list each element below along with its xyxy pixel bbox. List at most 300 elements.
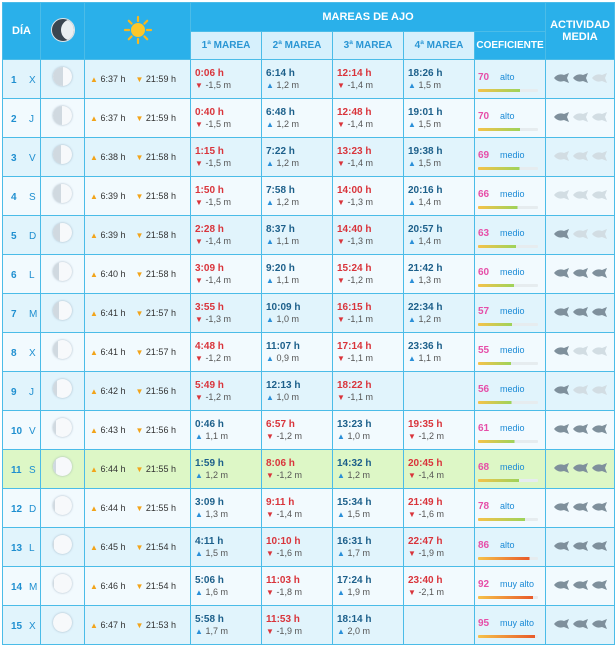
fish-icon xyxy=(553,541,570,551)
activity-cell xyxy=(546,528,615,567)
tide-cell xyxy=(404,411,475,450)
tide-height: -1,9 m xyxy=(418,547,444,558)
tide-cell xyxy=(404,99,475,138)
sunset-time: 21:58 h xyxy=(145,191,176,201)
fish-icon xyxy=(572,580,589,590)
high-tide-arrow-icon: ▲ xyxy=(408,158,416,168)
tide-time: 5:06 h xyxy=(195,574,224,586)
day-of-week: J xyxy=(29,387,34,398)
high-tide-arrow-icon: ▲ xyxy=(266,197,274,207)
moon-cell xyxy=(41,177,85,216)
sunrise-arrow-icon: ▲ xyxy=(90,543,98,552)
day-cell xyxy=(3,372,41,411)
sunset-arrow-icon: ▼ xyxy=(135,153,144,162)
high-tide-arrow-icon: ▲ xyxy=(337,626,345,636)
tide-cell xyxy=(191,489,262,528)
high-tide-arrow-icon: ▲ xyxy=(195,587,203,597)
tide-height: 1,2 m xyxy=(276,157,299,168)
coef-value: 78 xyxy=(478,500,490,512)
sunset-time: 21:55 h xyxy=(145,464,176,474)
tide-cell xyxy=(191,411,262,450)
coef-label: medio xyxy=(500,188,525,199)
fish-icon xyxy=(591,619,608,629)
coef-cell xyxy=(475,489,546,528)
header-actividad: ACTIVIDAD MEDIA xyxy=(546,3,615,60)
fish-icon xyxy=(553,112,570,122)
moon-phase-icon xyxy=(53,67,72,86)
moon-cell xyxy=(41,216,85,255)
fish-icon xyxy=(591,463,608,473)
sun-cell xyxy=(85,606,191,645)
low-tide-arrow-icon: ▼ xyxy=(195,392,203,402)
activity-cell xyxy=(546,567,615,606)
fish-icon xyxy=(572,268,589,278)
coef-cell xyxy=(475,294,546,333)
coef-bar xyxy=(478,596,538,599)
moon-cell xyxy=(41,567,85,606)
tide-rows xyxy=(3,60,615,645)
tide-cell xyxy=(191,138,262,177)
tide-time: 7:58 h xyxy=(266,184,295,196)
day-number: 5 xyxy=(11,231,17,242)
moon-phase-icon xyxy=(53,535,72,554)
day-of-week: L xyxy=(29,543,35,554)
tide-height: 1,2 m xyxy=(418,313,441,324)
coef-value: 86 xyxy=(478,539,490,551)
header-marea-3: 3ª MAREA xyxy=(333,32,404,60)
tide-cell xyxy=(262,411,333,450)
fish-icon xyxy=(572,385,589,395)
fish-icon xyxy=(572,112,589,122)
tide-height: -1,4 m xyxy=(276,508,302,519)
low-tide-arrow-icon: ▼ xyxy=(408,587,416,597)
sunset-arrow-icon: ▼ xyxy=(135,348,144,357)
day-number: 8 xyxy=(11,348,17,359)
tide-cell xyxy=(333,528,404,567)
low-tide-arrow-icon: ▼ xyxy=(266,470,274,480)
tide-cell xyxy=(191,567,262,606)
tide-cell xyxy=(404,450,475,489)
sunrise-arrow-icon: ▲ xyxy=(90,75,98,84)
sun-icon xyxy=(123,15,153,45)
table-row xyxy=(3,177,615,216)
activity-cell xyxy=(546,372,615,411)
high-tide-arrow-icon: ▲ xyxy=(408,197,416,207)
tide-time: 3:55 h xyxy=(195,301,224,313)
fish-icon xyxy=(553,502,570,512)
tide-height: -1,4 m xyxy=(347,118,373,129)
tide-time: 20:45 h xyxy=(408,457,443,469)
low-tide-arrow-icon: ▼ xyxy=(195,314,203,324)
sunrise-time: 6:41 h xyxy=(100,308,126,318)
tide-height: -1,5 m xyxy=(205,196,231,207)
tide-time: 12:14 h xyxy=(337,67,372,79)
tide-height: 1,2 m xyxy=(205,469,228,480)
fish-icon xyxy=(591,190,608,200)
coef-label: medio xyxy=(500,149,525,160)
sunset-time: 21:59 h xyxy=(145,113,176,123)
tide-time: 8:06 h xyxy=(266,457,295,469)
high-tide-arrow-icon: ▲ xyxy=(408,236,416,246)
day-number: 9 xyxy=(11,387,17,398)
table-row xyxy=(3,528,615,567)
tide-time: 12:48 h xyxy=(337,106,372,118)
sunset-arrow-icon: ▼ xyxy=(135,309,144,318)
sunset-arrow-icon: ▼ xyxy=(135,192,144,201)
fish-icon xyxy=(572,190,589,200)
sunset-time: 21:58 h xyxy=(145,269,176,279)
activity-cell xyxy=(546,489,615,528)
fish-icon xyxy=(572,619,589,629)
tide-cell xyxy=(333,450,404,489)
fish-icon xyxy=(591,424,608,434)
coef-label: alto xyxy=(500,110,515,121)
tide-time: 17:24 h xyxy=(337,574,372,586)
sunrise-time: 6:44 h xyxy=(100,464,126,474)
low-tide-arrow-icon: ▼ xyxy=(337,119,345,129)
tide-cell xyxy=(404,528,475,567)
tide-height: -1,3 m xyxy=(205,313,231,324)
tide-height: -1,1 m xyxy=(347,313,373,324)
sunset-arrow-icon: ▼ xyxy=(135,114,144,123)
low-tide-arrow-icon: ▼ xyxy=(337,275,345,285)
day-of-week: V xyxy=(29,426,36,437)
sunset-time: 21:54 h xyxy=(145,581,176,591)
moon-phase-icon xyxy=(53,340,72,359)
low-tide-arrow-icon: ▼ xyxy=(337,392,345,402)
high-tide-arrow-icon: ▲ xyxy=(408,314,416,324)
sunrise-arrow-icon: ▲ xyxy=(90,426,98,435)
tide-cell-empty xyxy=(404,606,475,645)
day-of-week: M xyxy=(29,309,38,320)
fish-icon xyxy=(553,385,570,395)
coef-bar xyxy=(478,479,538,482)
day-cell xyxy=(3,60,41,99)
coef-label: medio xyxy=(500,344,525,355)
moon-phase-icon xyxy=(53,379,72,398)
sunrise-time: 6:43 h xyxy=(100,425,126,435)
sun-cell xyxy=(85,216,191,255)
fish-icon xyxy=(591,151,608,161)
table-row xyxy=(3,411,615,450)
coef-bar xyxy=(478,128,538,131)
sunrise-time: 6:45 h xyxy=(100,542,126,552)
day-of-week: M xyxy=(29,582,38,593)
tide-height: 1,5 m xyxy=(418,157,441,168)
high-tide-arrow-icon: ▲ xyxy=(195,431,203,441)
coef-label: medio xyxy=(500,227,525,238)
tide-time: 19:01 h xyxy=(408,106,443,118)
coef-label: muy alto xyxy=(500,617,535,628)
tide-cell xyxy=(404,489,475,528)
tide-time: 9:11 h xyxy=(266,496,295,508)
low-tide-arrow-icon: ▼ xyxy=(195,275,203,285)
tide-height: -2,1 m xyxy=(418,586,444,597)
tide-cell xyxy=(191,216,262,255)
sunset-time: 21:53 h xyxy=(145,620,176,630)
tide-height: 1,3 m xyxy=(205,508,228,519)
sunset-time: 21:54 h xyxy=(145,542,176,552)
tide-height: 1,2 m xyxy=(276,196,299,207)
high-tide-arrow-icon: ▲ xyxy=(408,353,416,363)
high-tide-arrow-icon: ▲ xyxy=(337,587,345,597)
coef-cell xyxy=(475,99,546,138)
day-number: 10 xyxy=(11,426,23,437)
tide-cell xyxy=(333,177,404,216)
low-tide-arrow-icon: ▼ xyxy=(266,587,274,597)
tide-cell xyxy=(404,138,475,177)
tide-cell xyxy=(262,489,333,528)
fish-icon xyxy=(591,268,608,278)
moon-phase-icon xyxy=(53,301,72,320)
moon-phase-icon xyxy=(53,184,72,203)
moon-phase-icon xyxy=(53,574,72,593)
low-tide-arrow-icon: ▼ xyxy=(337,353,345,363)
tide-cell xyxy=(333,99,404,138)
table-row xyxy=(3,138,615,177)
tide-height: 1,7 m xyxy=(347,547,370,558)
day-number: 4 xyxy=(11,192,17,203)
fish-icon xyxy=(553,190,570,200)
tide-time: 3:09 h xyxy=(195,496,224,508)
moon-cell xyxy=(41,528,85,567)
low-tide-arrow-icon: ▼ xyxy=(266,626,274,636)
tide-cell-empty xyxy=(404,372,475,411)
sunset-arrow-icon: ▼ xyxy=(135,504,144,513)
high-tide-arrow-icon: ▲ xyxy=(266,275,274,285)
coef-value: 95 xyxy=(478,617,490,629)
sunrise-arrow-icon: ▲ xyxy=(90,504,98,513)
activity-cell xyxy=(546,450,615,489)
tide-height: 1,9 m xyxy=(347,586,370,597)
tide-time: 23:40 h xyxy=(408,574,443,586)
tide-height: -1,3 m xyxy=(347,196,373,207)
tide-cell xyxy=(404,177,475,216)
sunset-arrow-icon: ▼ xyxy=(135,270,144,279)
sunrise-arrow-icon: ▲ xyxy=(90,309,98,318)
tide-height: -1,5 m xyxy=(205,157,231,168)
tide-time: 15:24 h xyxy=(337,262,372,274)
tide-height: -1,5 m xyxy=(205,118,231,129)
coef-bar xyxy=(478,635,538,638)
fish-icon xyxy=(572,424,589,434)
coef-cell xyxy=(475,528,546,567)
sunrise-arrow-icon: ▲ xyxy=(90,348,98,357)
day-cell xyxy=(3,216,41,255)
coef-bar xyxy=(478,323,538,326)
tide-cell xyxy=(191,333,262,372)
tide-height: 1,2 m xyxy=(276,79,299,90)
tide-cell xyxy=(262,99,333,138)
tide-time: 14:40 h xyxy=(337,223,372,235)
coef-value: 61 xyxy=(478,422,490,434)
low-tide-arrow-icon: ▼ xyxy=(337,197,345,207)
sunset-time: 21:57 h xyxy=(145,347,176,357)
coef-cell xyxy=(475,333,546,372)
tide-cell xyxy=(262,216,333,255)
coef-label: medio xyxy=(500,461,525,472)
fish-icon xyxy=(553,346,570,356)
coef-cell xyxy=(475,138,546,177)
low-tide-arrow-icon: ▼ xyxy=(195,119,203,129)
sunrise-arrow-icon: ▲ xyxy=(90,114,98,123)
tide-cell xyxy=(333,333,404,372)
tide-cell xyxy=(333,489,404,528)
table-row xyxy=(3,294,615,333)
sunset-arrow-icon: ▼ xyxy=(135,231,144,240)
sunset-time: 21:56 h xyxy=(145,425,176,435)
activity-cell xyxy=(546,255,615,294)
tide-time: 18:14 h xyxy=(337,613,372,625)
moon-cell xyxy=(41,294,85,333)
coef-label: alto xyxy=(500,71,515,82)
tide-cell xyxy=(191,606,262,645)
low-tide-arrow-icon: ▼ xyxy=(266,509,274,519)
tide-time: 4:48 h xyxy=(195,340,224,352)
tide-time: 11:03 h xyxy=(266,574,300,586)
activity-cell xyxy=(546,138,615,177)
coef-value: 55 xyxy=(478,344,490,356)
fish-icon xyxy=(572,346,589,356)
day-cell xyxy=(3,606,41,645)
coef-bar xyxy=(478,284,538,287)
table-row xyxy=(3,333,615,372)
moon-cell xyxy=(41,450,85,489)
high-tide-arrow-icon: ▲ xyxy=(195,626,203,636)
day-number: 6 xyxy=(11,270,17,281)
tide-time: 14:00 h xyxy=(337,184,372,196)
fish-icon xyxy=(553,424,570,434)
coef-bar xyxy=(478,206,538,209)
day-cell xyxy=(3,450,41,489)
tide-table xyxy=(2,2,615,645)
tide-cell xyxy=(333,606,404,645)
tide-cell xyxy=(191,60,262,99)
coef-value: 56 xyxy=(478,383,490,395)
coef-bar xyxy=(478,518,538,521)
coef-value: 92 xyxy=(478,578,490,590)
table-row xyxy=(3,99,615,138)
header-marea-4: 4ª MAREA xyxy=(404,32,475,60)
high-tide-arrow-icon: ▲ xyxy=(195,548,203,558)
tide-cell xyxy=(333,411,404,450)
header-moon xyxy=(41,3,85,60)
day-cell xyxy=(3,489,41,528)
tide-height: -1,5 m xyxy=(205,79,231,90)
tide-cell xyxy=(191,528,262,567)
coef-label: medio xyxy=(500,305,525,316)
tide-time: 7:22 h xyxy=(266,145,295,157)
sun-cell xyxy=(85,99,191,138)
tide-cell xyxy=(333,216,404,255)
sunset-arrow-icon: ▼ xyxy=(135,387,144,396)
sunrise-arrow-icon: ▲ xyxy=(90,387,98,396)
fish-icon xyxy=(591,502,608,512)
day-cell xyxy=(3,528,41,567)
tide-height: 0,9 m xyxy=(276,352,299,363)
tide-time: 23:36 h xyxy=(408,340,443,352)
tide-height: -1,1 m xyxy=(347,352,373,363)
tide-height: -1,2 m xyxy=(347,274,373,285)
day-number: 3 xyxy=(11,153,17,164)
tide-time: 13:23 h xyxy=(337,418,372,430)
coef-cell xyxy=(475,606,546,645)
activity-cell xyxy=(546,216,615,255)
sunset-arrow-icon: ▼ xyxy=(135,75,144,84)
low-tide-arrow-icon: ▼ xyxy=(195,80,203,90)
high-tide-arrow-icon: ▲ xyxy=(337,548,345,558)
tide-height: -1,4 m xyxy=(418,469,444,480)
tide-time: 1:50 h xyxy=(195,184,224,196)
day-number: 2 xyxy=(11,114,17,125)
fish-icon xyxy=(572,502,589,512)
coef-value: 70 xyxy=(478,71,490,83)
day-cell xyxy=(3,294,41,333)
tide-cell xyxy=(404,216,475,255)
low-tide-arrow-icon: ▼ xyxy=(408,470,416,480)
tide-height: -1,2 m xyxy=(205,391,231,402)
coef-cell xyxy=(475,372,546,411)
tide-height: 1,0 m xyxy=(276,391,299,402)
tide-time: 22:34 h xyxy=(408,301,443,313)
sun-cell xyxy=(85,138,191,177)
fish-icon xyxy=(591,112,608,122)
day-number: 14 xyxy=(11,582,23,593)
tide-cell xyxy=(404,294,475,333)
tide-time: 16:15 h xyxy=(337,301,372,313)
tide-time: 20:57 h xyxy=(408,223,443,235)
tide-cell xyxy=(191,177,262,216)
tide-time: 16:31 h xyxy=(337,535,372,547)
tide-time: 13:23 h xyxy=(337,145,372,157)
fish-icon xyxy=(572,463,589,473)
fish-icon xyxy=(591,541,608,551)
header-day: DÍA xyxy=(3,3,41,60)
fish-icon xyxy=(553,151,570,161)
tide-height: 1,4 m xyxy=(418,235,441,246)
day-cell xyxy=(3,411,41,450)
sunrise-time: 6:37 h xyxy=(100,74,126,84)
tide-cell xyxy=(333,138,404,177)
day-of-week: X xyxy=(29,348,36,359)
coef-cell xyxy=(475,567,546,606)
moon-phase-icon xyxy=(53,145,72,164)
day-cell xyxy=(3,333,41,372)
tide-cell xyxy=(262,528,333,567)
day-of-week: V xyxy=(29,153,36,164)
fish-icon xyxy=(572,151,589,161)
tide-cell xyxy=(333,255,404,294)
fish-icon xyxy=(591,580,608,590)
coef-value: 66 xyxy=(478,188,490,200)
tide-time: 0:06 h xyxy=(195,67,224,79)
activity-cell xyxy=(546,606,615,645)
tide-height: 1,0 m xyxy=(276,313,299,324)
coef-label: medio xyxy=(500,383,525,394)
moon-cell xyxy=(41,138,85,177)
tide-time: 18:26 h xyxy=(408,67,443,79)
moon-cell xyxy=(41,372,85,411)
day-of-week: D xyxy=(29,231,37,242)
fish-icon xyxy=(553,268,570,278)
tide-height: -1,2 m xyxy=(276,469,302,480)
fish-icon xyxy=(572,307,589,317)
day-number: 7 xyxy=(11,309,17,320)
coef-label: medio xyxy=(500,422,525,433)
tide-height: 2,0 m xyxy=(347,625,370,636)
coef-label: alto xyxy=(500,539,515,550)
activity-cell xyxy=(546,99,615,138)
